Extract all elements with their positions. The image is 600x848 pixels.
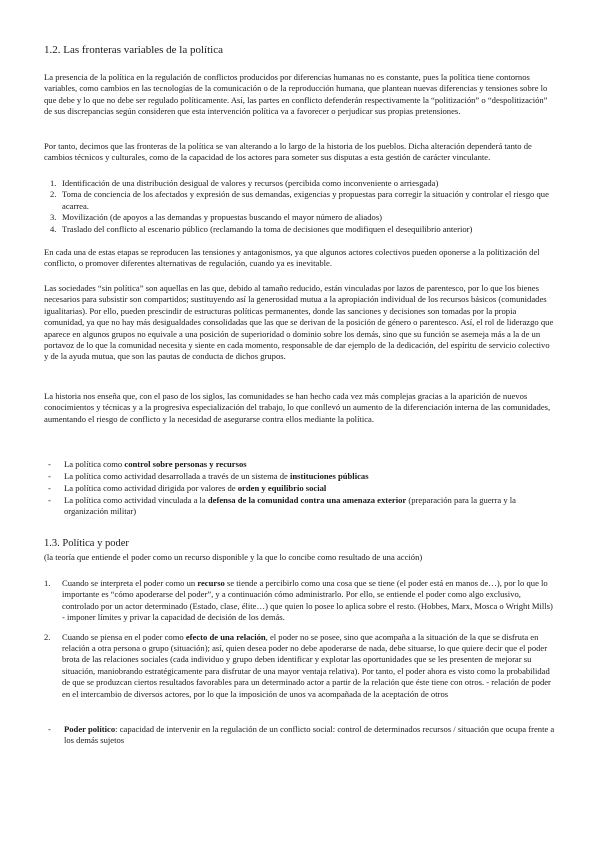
paragraph-historia: La historia nos enseña que, con el paso de los siglos, las comunidades se han hecho cada vez más complejas gracias a la aparición de nuevos conocimientos y técnicas y a la progresiva especialización del trabajo, lo que conllevó un aumento de la diferenciación interna de las comunidades, aumentando el riesgo de conflicto y la necesidad de asegurarse contra ellos mediante la política.: [44, 391, 551, 424]
list-item: 3. Movilización (de apoyos a las demandas y propuestas buscando el mayor número de aliados): [50, 212, 383, 223]
list-item: 1. Identificación de una distribución desigual de valores y recursos (percibida como inconveniente o arriesgada): [50, 178, 439, 188]
list-item: - La política como control sobre personas y recursos: [48, 459, 247, 469]
list-item: 4. Traslado del conflicto al escenario público (reclamando la toma de decisiones que modifiquen el desequilibrio anterior): [50, 223, 473, 234]
list-item: 2. Cuando se piensa en el poder como efecto de una relación, el poder no se posee, sino que acompaña a la situación de la que se disfruta en relación a otra persona o grupo (situación); así, quien desea poder no debe apoderarse de nada, debe situarse, lo que quiere decir que el poder brota de las relaciones sociales (cada individuo y grupo deben identificar y explotar las oportunidades que se les presenten de mejorar su situación, maniobrando estratégicamente para disfrutar de una mayor ventaja relativa). Por tanto, el poder ahora es visto como la probabilidad de que se produzcan ciertos resultados favorables para un determinado actor a partir de la relación que éste tiene con otros. - relación de poder en el intercambio de diversos actores, por lo que la imposición de unos va acompañada de la aceptación de otros: [44, 631, 551, 699]
paragraph-sin-politica: Las sociedades “sin política” son aquellas en las que, debido al tamaño reducido, están vinculadas por lazos de parentesco, por lo que los bienes necesarios para subsistir son compartidos; sustituyendo así la generosidad mutua a la apropiación individual de los recursos básicos (comunidades igualitarias). Por ello, pueden prescindir de estructuras políticas permanentes, donde las sanciones y decisiones son tomadas por la propia comunidad, ya que no hay más desigualdades consolidadas que las que se derivan de la posición de género o parentesco. Así, el rol de liderazgo que aparece en algunos grupos no equivale a una posición de superioridad o dominio sobre los demás, sino que su función se asemeja más a la de un portavoz de lo que la comunidad necesita y siente en cada momento, responsable de dar ejemplo de la dedicación, del espíritu de servicio colectivo y de la ayuda mutua, que son las pautas de conducta de dichos grupos.: [44, 283, 554, 362]
list-item: 1. Cuando se interpreta el poder como un recurso se tiende a percibirlo como una cosa que se tiene (el poder está en manos de…), por lo que lo importante es “cómo apoderarse del poder”, y a continuación cómo administrarlo. Por ello, se entiende el poder como algo exclusivo, controlado por un actor determinado (Estado, clase, élite…) que quien lo posee lo aplica sobre el resto. (Hobbes, Marx, Mosca o Wright Mills) - imponer límites y privar la capacidad de decisión de los demás.: [44, 578, 553, 623]
political-power-definition: [44, 724, 556, 747]
section-title-fronteras: 1.2. Las fronteras variables de la política: [44, 44, 223, 56]
list-item: - La política como actividad vinculada a la defensa de la comunidad contra una amenaza exterior (preparación para la guerra y la organización militar): [48, 495, 516, 517]
paragraph-etapas: En cada una de estas etapas se reproducen las tensiones y antagonismos, ya que algunos actores colectivos pueden oponerse a la politización del conflicto, o promover diferentes alternativas de regulación, cuando ya es inevitable.: [44, 247, 540, 269]
paragraph-presencia: La presencia de la política en la regulación de conflictos producidos por diferencias humanas no es constante, pues la política tiene contornos variables, como cambios en las tecnologías de la comunicación o de la reproducción humana, que plantean nuevas diferencias y tensiones sobre lo que debe y lo que no debe ser regulado políticamente. Así, las partes en conflicto defenderán respectivamente la “politización” o “despolitización” de sus discrepancias según consideren que esta intervención política va a favorecer o perjudicar sus propias pretensiones.: [44, 72, 548, 117]
list-item: - La política como actividad desarrollada a través de un sistema de instituciones públicas: [48, 471, 369, 481]
power-theories-list: [44, 578, 556, 701]
stages-list: [44, 178, 556, 235]
politics-definitions-list: [44, 459, 556, 518]
list-item: 2. Toma de conciencia de los afectados y expresión de sus demandas, exigencias y propuestas para corregir la situación y controlar el riesgo que acarrea.: [50, 189, 549, 211]
section-title-poder: 1.3. Política y poder: [44, 538, 129, 549]
section-subtitle: (la teoría que entiende el poder como un recurso disponible y la que lo concibe como resultado de una acción): [44, 552, 423, 562]
list-item: - La política como actividad dirigida por valores de orden y equilibrio social: [48, 483, 327, 493]
list-item: - Poder político: capacidad de intervenir en la regulación de un conflicto social: control de determinados recursos / situación que ocupa frente a los demás sujetos: [48, 724, 555, 746]
paragraph-fronteras: Por tanto, decimos que las fronteras de la política se van alterando a lo largo de la historia de los pueblos. Dicha alteración dependerá tanto de cambios técnicos y culturales, como de la capacidad de los actores para someter sus disputas a esta gestión de carácter vinculante.: [44, 141, 532, 163]
